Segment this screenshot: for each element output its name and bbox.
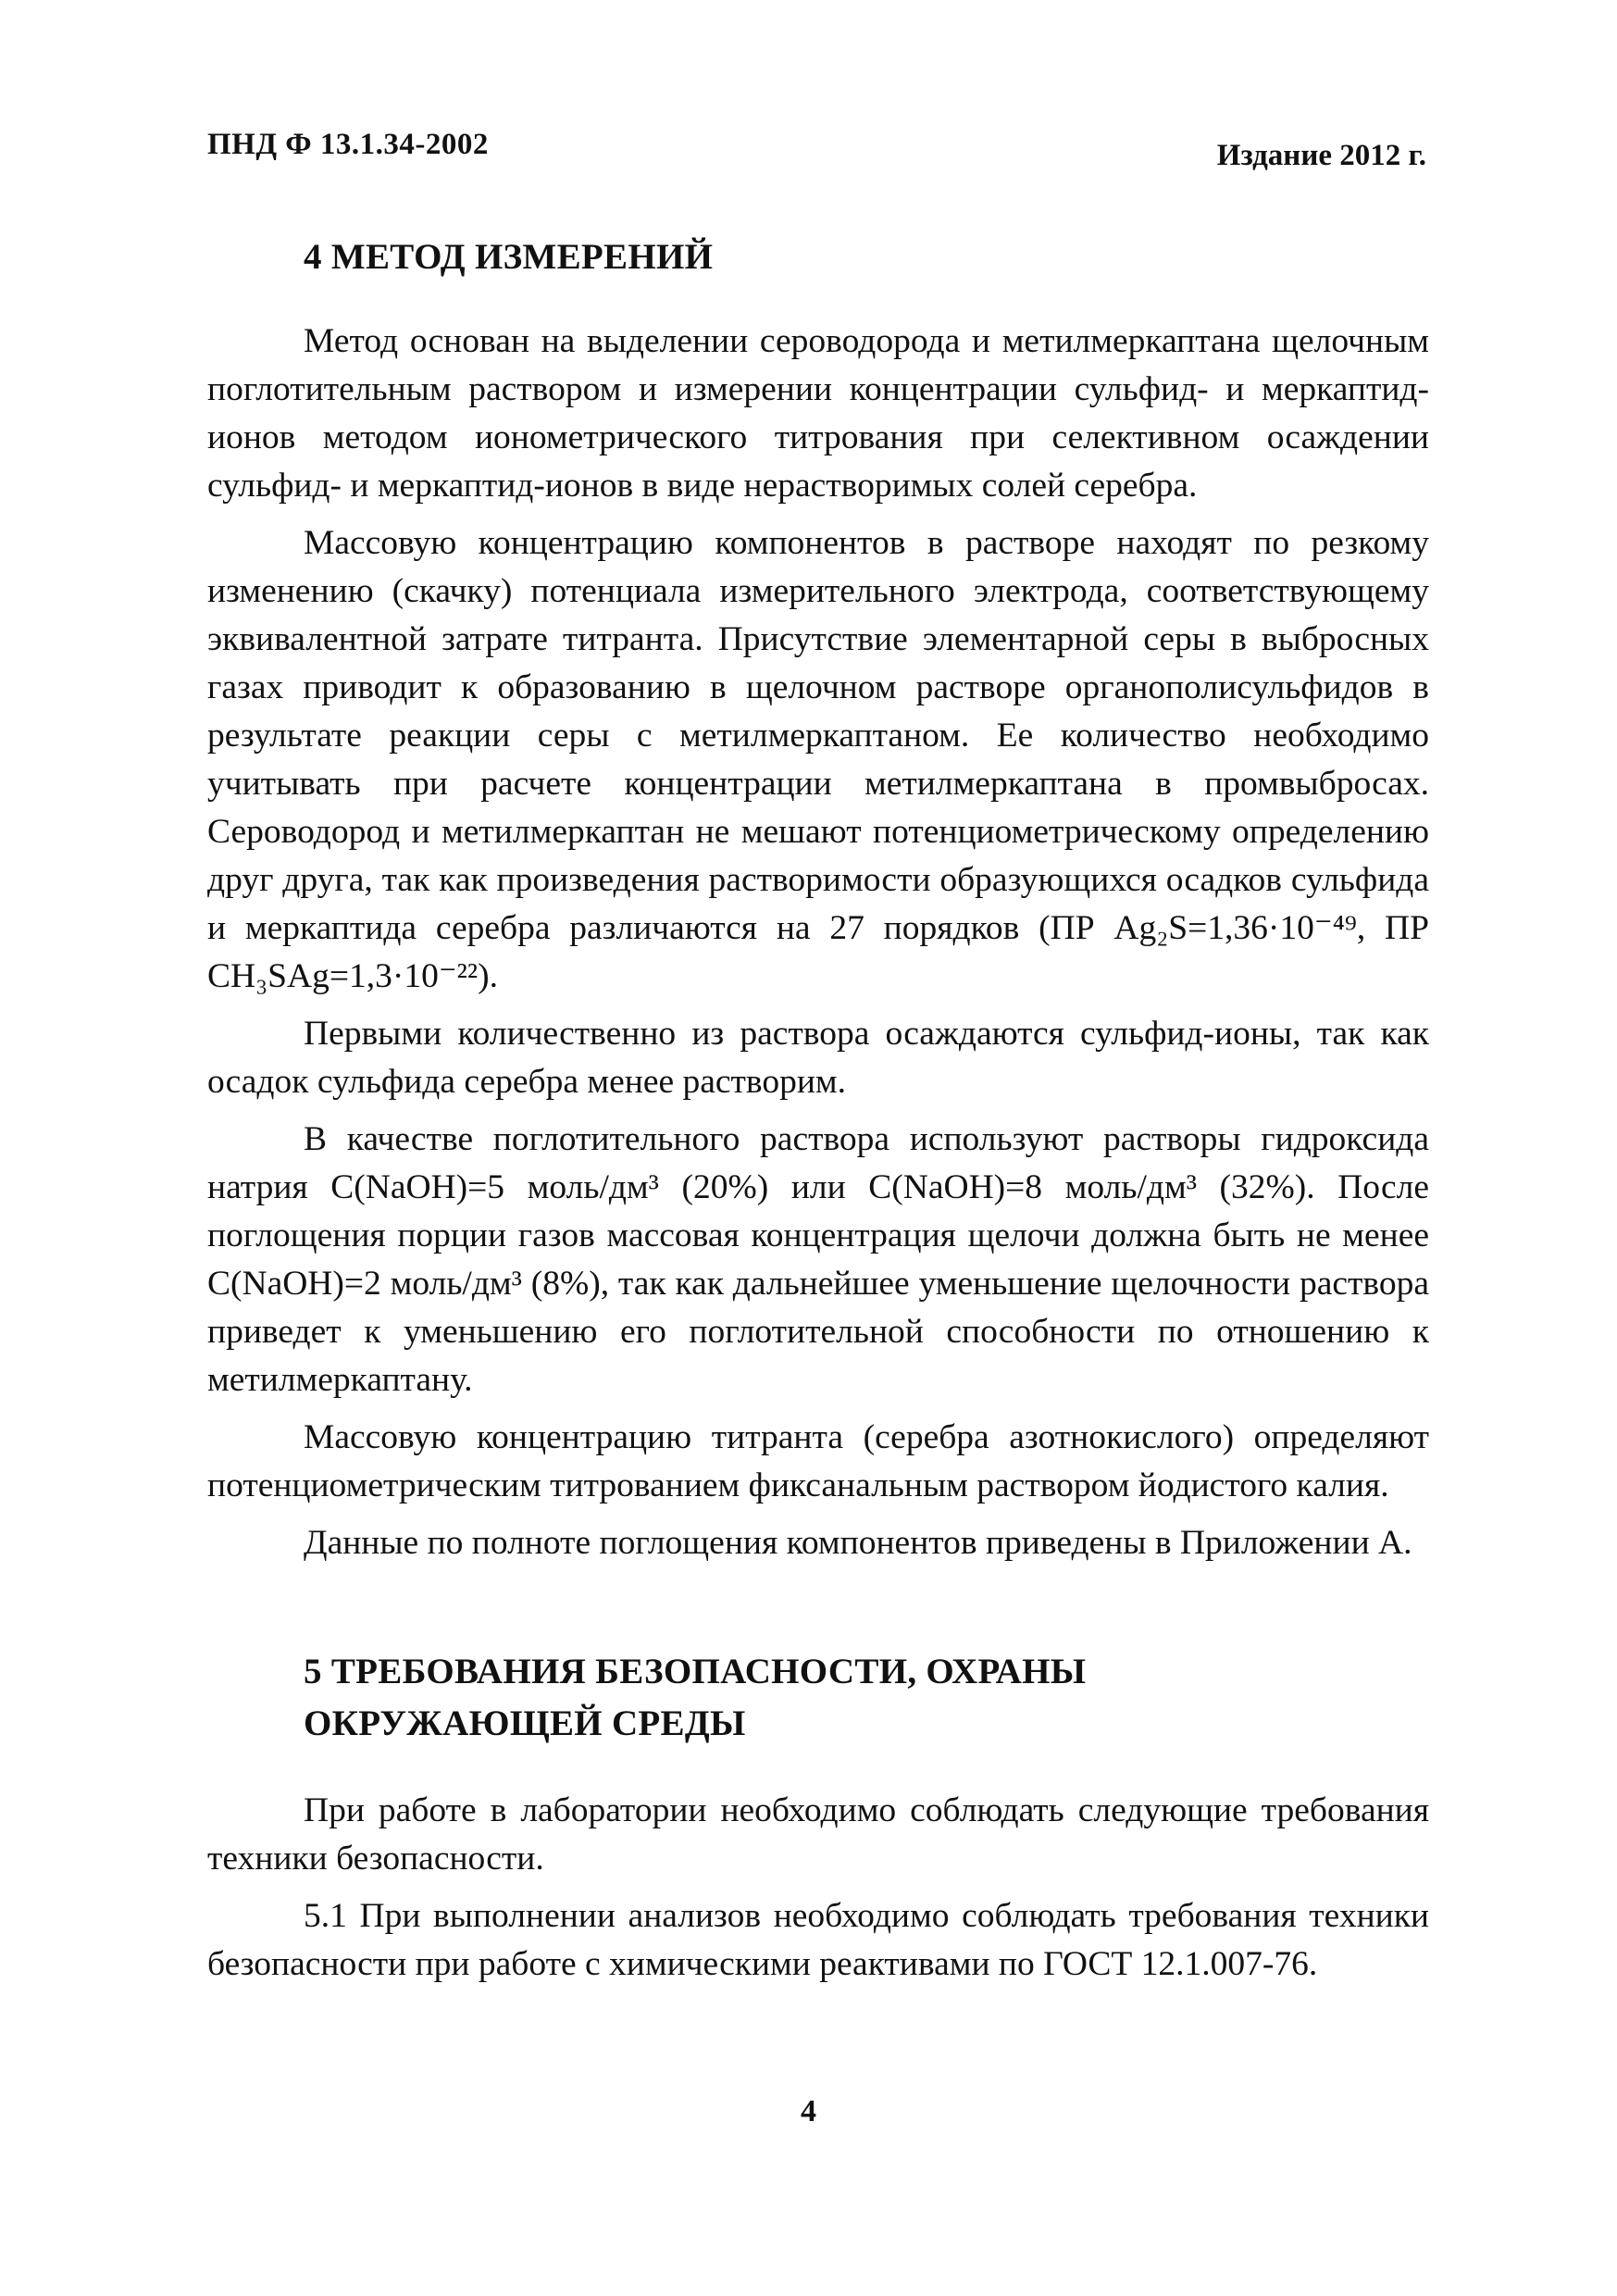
- section-5-heading-line-2: ОКРУЖАЮЩЕЙ СРЕДЫ: [304, 1703, 746, 1743]
- section-5-heading-line-1: 5 ТРЕБОВАНИЯ БЕЗОПАСНОСТИ, ОХРАНЫ: [304, 1652, 1087, 1691]
- page-number: 4: [801, 2094, 816, 2128]
- paragraph: Массовую концентрацию компонентов в растворе находят по резкому изменению (скачку) потенциала измерительного электрода, соответствующему эквивалентной затрате титранта. Присутствие элементарной серы в выбросных газах приводит к образованию в щелочном растворе органополисульфидов в результате реакции серы с метилмеркаптаном. Ее количество необходимо учитывать при расчете концентрации метилмеркаптана в промвыбросах. Сероводород и метилмеркаптан не мешают потенциометрическому определению друг друга, так как произведения растворимости образующихся осадков сульфида и меркаптида серебра различаются на 27 порядков (ПР Ag₂S=1,36·10⁻⁴⁹, ПР CH₃SAg=1,3·10⁻²²).: [207, 524, 1429, 995]
- paragraph: 5.1 При выполнении анализов необходимо соблюдать требования техники безопасности при работе с химическими реактивами по ГОСТ 12.1.007-76.: [207, 1897, 1429, 1983]
- paragraph: Метод основан на выделении сероводорода и метилмеркаптана щелочным поглотительным раствором и измерении концентрации сульфид- и меркаптид-ионов методом ионометрического титрования при селективном осаждении сульфид- и меркаптид-ионов в виде нерастворимых солей серебра.: [207, 322, 1429, 505]
- paragraph: При работе в лаборатории необходимо соблюдать следующие требования техники безопасности.: [207, 1791, 1429, 1878]
- section-5-body: [207, 1787, 1429, 1998]
- paragraph: Данные по полноте поглощения компонентов приведены в Приложении А.: [304, 1524, 1412, 1562]
- section-5-heading: [304, 1646, 1229, 1750]
- document-code: ПНД Ф 13.1.34-2002: [207, 128, 489, 161]
- edition-label: Издание 2012 г.: [1216, 139, 1426, 172]
- paragraph: В качестве поглотительного раствора используют растворы гидроксида натрия C(NaOH)=5 моль/дм³ (20%) или C(NaOH)=8 моль/дм³ (32%). После поглощения порции газов массовая концентрация щелочи должна быть не менее C(NaOH)=2 моль/дм³ (8%), так как дальнейшее уменьшение щелочности раствора приведет к уменьшению его поглотительной способности по отношению к метилмеркаптану.: [207, 1120, 1429, 1399]
- paragraph: Первыми количественно из раствора осаждаются сульфид-ионы, так как осадок сульфида серебра менее растворим.: [207, 1015, 1429, 1101]
- section-4-body: [207, 318, 1429, 1577]
- section-4-heading: 4 МЕТОД ИЗМЕРЕНИЙ: [304, 237, 714, 277]
- paragraph: Массовую концентрацию титранта (серебра азотнокислого) определяют потенциометрическим титрованием фиксанальным раствором йодистого калия.: [207, 1418, 1429, 1504]
